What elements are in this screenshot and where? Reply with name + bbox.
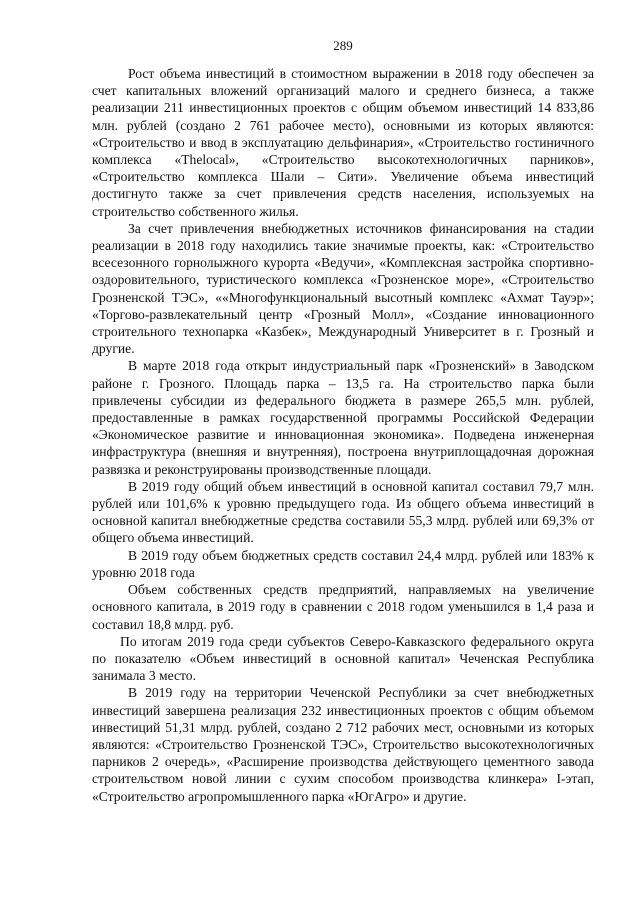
paragraph-extrabudgetary-projects-2018: За счет привлечения внебюджетных источников финансирования на стадии реализации в 2018 году находились такие значимые проекты, как: «Строительство всесезонного горнолыжного курорта «Ведучи», «Комплексная застройка спортивно-оздоровительного, туристического комплекса «Грозненское море», «Строительство Грозненской ТЭС», ««Многофункциональный высотный комплекс «Ахмат Тауэр»; «Торгово-развлекательный центр «Грозный Молл», «Создание инновационного строительного технопарка «Казбек», Международный Университет в г. Грозный и другие. (92, 220, 594, 357)
paragraph-total-investment-2019: В 2019 году общий объем инвестиций в основной капитал составил 79,7 млн. рублей или 101,6% к уровню предыдущего года. Из общего объема инвестиций в основной капитал внебюджетные средства составили 55,3 млрд. рублей или 69,3% от общего объема инвестиций. (92, 478, 594, 546)
paragraph-own-funds-2019: Объем собственных средств предприятий, направляемых на увеличение основного капитала, в 2019 году в сравнении с 2018 годом уменьшился в 1,4 раза и составил 18,8 млрд. руб. (92, 582, 594, 632)
paragraph-industrial-park-groznensky: В марте 2018 года открыт индустриальный парк «Грозненский» в Заводском районе г. Грозного. Площадь парка – 13,5 га. На строительство парка были привлечены субсидии из федерального бюджета в размере 265,5 млн. рублей, предоставленные в рамках государственной программы Российской Федерации «Экономическое развитие и инновационная экономика». Подведена инженерная инфраструктура (внешняя и внутренняя), построена внутриплощадочная дорожная развязка и реконструированы производственные площади. (92, 358, 594, 477)
paragraph-investment-growth-2018: Рост объема инвестиций в стоимостном выражении в 2018 году обеспечен за счет капитальных вложений организаций малого и среднего бизнеса, а также реализации 211 инвестиционных проектов с общим объемом инвестиций 14 833,86 млн. рублей (создано 2 761 рабочее место), основными из которых являются: «Строительство и ввод в эксплуатацию дельфинария», «Строительство гостиничного комплекса «Thelocal», «Строительство высокотехнологичных парников», «Строительство комплекса Шали – Сити». Увеличение объема инвестиций достигнуто также за счет привлечения средств населения, используемых на строительство собственного жилья. (92, 66, 594, 219)
paragraph-skfo-ranking-2019: По итогам 2019 года среди субъектов Северо-Кавказского федерального округа по показателю «Объем инвестиций в основной капитал» Чеченская Республика занимала 3 место. (92, 633, 594, 684)
paragraph-budget-funds-2019: В 2019 году объем бюджетных средств составил 24,4 млрд. рублей или 183% к уровню 2018 года (92, 547, 594, 580)
paragraph-completed-projects-2019: В 2019 году на территории Чеченской Республики за счет внебюджетных инвестиций завершена реализация 232 инвестиционных проектов с общим объемом инвестиций 51,31 млрд. рублей, создано 2 712 рабочих мест, основными из которых являются: «Строительство Грозненской ТЭС», Строительство высокотехнологичных парников 2 очередь», «Расширение производства действующего цементного завода строительством новой линии с сухим способом производства клинкера» I-этап, «Строительство агропромышленного парка «ЮгАгро» и другие. (92, 685, 594, 804)
page-number: 289 (333, 38, 353, 53)
